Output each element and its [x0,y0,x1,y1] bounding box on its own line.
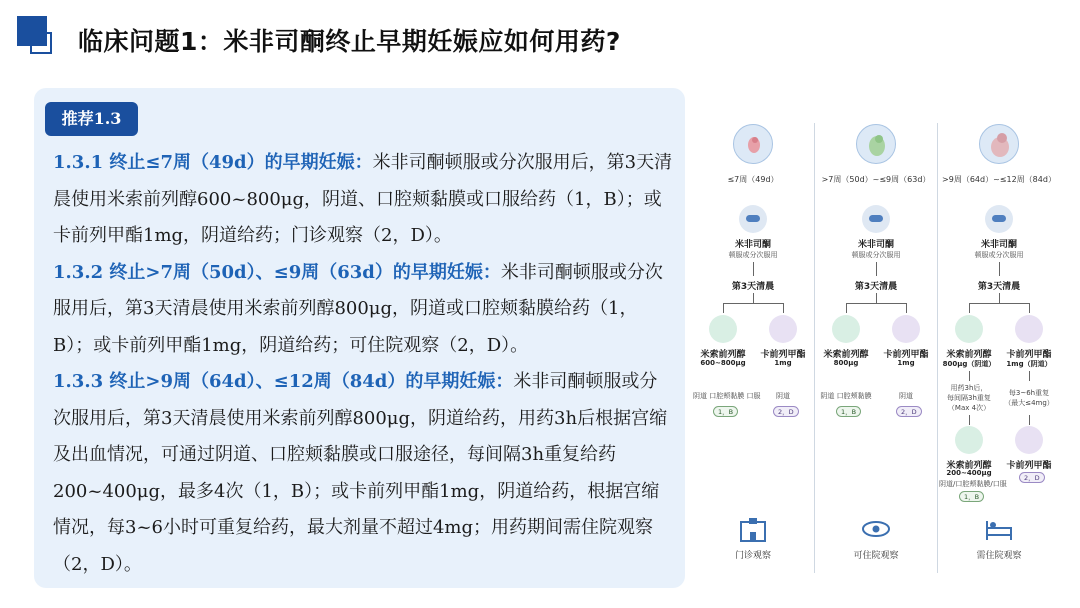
regimen-flow-diagram [693,98,1063,578]
flow-branch [969,303,1029,304]
day3-label: 第3天清晨 [977,282,1021,292]
right-dose: 1mg [774,359,792,367]
evidence-grade-left: 1，B [713,406,738,417]
recommendation-3-body: 米非司酮顿服或分次服用后，第3天清晨使用米索前列醇800μg，阴道给药，用药3h后根据宫缩及出血情况，可通过阴道、口腔颊黏膜或口服途径，每间隔3h重复给药200~400μg，最多4次（1，B）；或卡前列甲酯1mg，阴道给药，根据宫缩情况，每3~6小时可重复给药，最大剂量不超过4mg；用药期间需住院观察（2，D）。 [53,371,668,575]
recommendation-2 [53,255,675,365]
left-note-2: 每间隔3h重复 [947,394,991,402]
carboprost-icon [892,315,920,343]
pill-icon [739,205,767,233]
header-deco-overlap [30,32,47,46]
recommendation-badge: 推荐1.3 [45,102,138,136]
flow-arrow [969,415,970,425]
embryo-icon [733,124,773,164]
evidence-grade-right: 2，D [896,406,922,417]
gestation-range: >7周（50d）~≤9周（63d） [816,174,936,185]
misoprostol-icon [955,315,983,343]
flow-arrow [876,293,877,303]
recommendation-3-head: 1.3.3 终止>9周（64d）、≤12周（84d）的早期妊娠： [53,371,514,392]
embryo-icon [856,124,896,164]
day3-label: 第3天清晨 [731,282,775,292]
left-dose-repeat: 200~400μg [946,469,992,477]
page-title: 临床问题1：米非司酮终止早期妊娠应如何用药? [78,27,621,56]
embryo-icon [979,124,1019,164]
flow-arrow [999,293,1000,303]
right-note-1: 每3~6h重复 [1008,389,1050,397]
left-route-repeat: 阴道/口腔颊黏膜/口服 [939,480,1007,488]
flow-arrow [753,262,754,276]
drug-usage: 顿服或分次服用 [851,251,901,259]
misoprostol-icon [832,315,860,343]
evidence-grade-left: 1，B [959,491,984,502]
column-le-7-weeks [693,98,813,578]
right-dose: 1mg（阴道） [1006,360,1052,368]
flow-arrow [1029,303,1030,313]
flow-arrow [723,303,724,313]
left-drug-repeat: 米索前列醇 [946,461,992,471]
gestation-range: ≤7周（49d） [693,174,813,185]
right-drug-repeat: 卡前列甲酯 [1006,461,1052,471]
evidence-grade-right: 2，D [1019,472,1045,483]
column-7-to-9-weeks [816,98,936,578]
left-dose: 800μg [833,359,859,367]
recommendation-2-head: 1.3.2 终止>7周（50d）、≤9周（63d）的早期妊娠： [53,261,501,283]
pill-icon [862,205,890,233]
left-dose: 600~800μg [700,359,746,367]
left-drug: 米索前列醇 [700,350,746,360]
recommendation-1-body: 米非司酮顿服或分次服用后，第3天清晨使用米索前列醇600~800μg，阴道、口腔颊黏膜或口服给药（1，B）；或卡前列甲酯1mg，阴道给药；门诊观察（2，D）。 [53,152,673,246]
left-routes: 阴道 口腔颊黏膜 [820,392,872,400]
flow-arrow [1029,371,1030,381]
drug-usage: 顿服或分次服用 [728,251,778,259]
flow-arrow [969,303,970,313]
column-9-to-12-weeks [939,98,1059,578]
flow-arrow [753,293,754,303]
right-dose: 1mg [897,359,915,367]
eye-icon [861,516,891,542]
left-routes: 阴道 口腔颊黏膜 口服 [693,392,761,400]
right-route: 阴道 [899,392,913,400]
hospital-icon [738,516,768,542]
flow-arrow [999,262,1000,276]
gestation-range: >9周（64d）~≤12周（84d） [939,174,1059,185]
drug-name: 米非司酮 [734,240,771,250]
recommendation-1-head: 1.3.1 终止≤7周（49d）的早期妊娠： [53,152,373,173]
care-setting: 需住院观察 [976,551,1022,561]
flow-arrow [876,262,877,276]
flow-arrow [846,303,847,313]
flow-arrow [906,303,907,313]
care-setting: 门诊观察 [734,551,771,561]
day3-label: 第3天清晨 [854,282,898,292]
pill-icon [985,205,1013,233]
right-note-2: （最大≤4mg） [1004,399,1054,407]
carboprost-icon [1015,426,1043,454]
evidence-grade-right: 2，D [773,406,799,417]
care-setting: 可住院观察 [853,551,899,561]
flow-arrow [783,303,784,313]
left-dose: 800μg（阴道） [942,360,996,368]
flow-branch [846,303,906,304]
misoprostol-icon [955,426,983,454]
hospital-bed-icon [984,516,1014,542]
left-drug: 米索前列醇 [823,350,869,360]
evidence-grade-left: 1，B [836,406,861,417]
right-route: 阴道 [776,392,790,400]
left-note-3: （Max 4次） [947,404,991,412]
recommendation-text [53,145,675,583]
column-divider [814,123,815,573]
right-drug: 卡前列甲酯 [1006,350,1052,360]
left-note-1: 用药3h后， [950,384,988,392]
recommendation-3 [53,364,675,583]
flow-branch [723,303,783,304]
left-drug: 米索前列醇 [946,350,992,360]
right-drug: 卡前列甲酯 [883,350,929,360]
drug-name: 米非司酮 [857,240,894,250]
recommendation-1 [53,145,675,255]
carboprost-icon [1015,315,1043,343]
carboprost-icon [769,315,797,343]
drug-usage: 顿服或分次服用 [974,251,1024,259]
column-divider [937,123,938,573]
right-drug: 卡前列甲酯 [760,350,806,360]
drug-name: 米非司酮 [980,240,1017,250]
misoprostol-icon [709,315,737,343]
flow-arrow [969,371,970,381]
flow-arrow [1029,415,1030,425]
recommendation-2-body: 米非司酮顿服或分次服用后，第3天清晨使用米索前列醇800μg，阴道或口腔颊黏膜给药（1，B）；或卡前列甲酯1mg，阴道给药；可住院观察（2，D）。 [53,261,663,356]
